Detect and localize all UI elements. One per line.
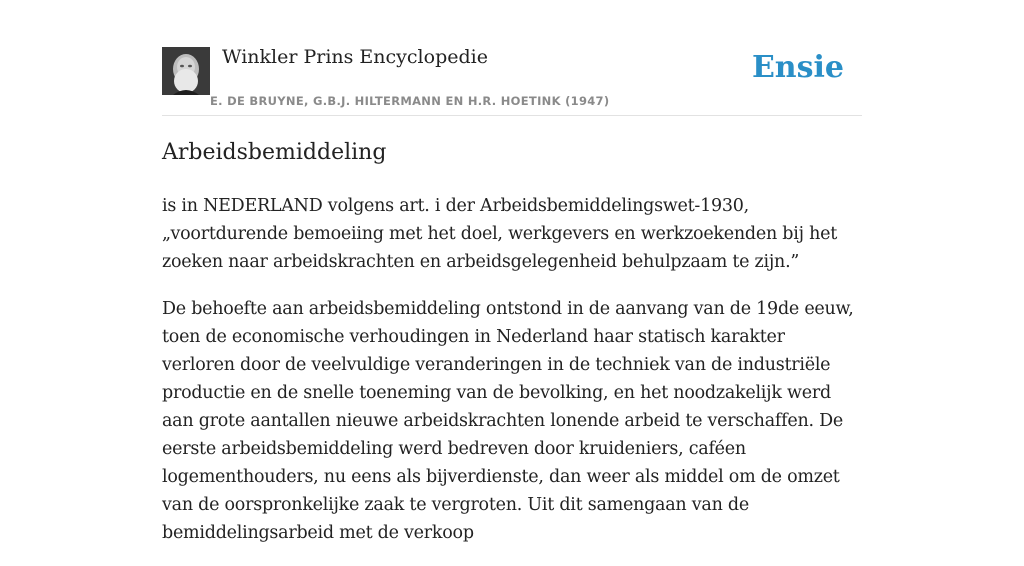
- portrait-image: [162, 47, 210, 95]
- article-body: [162, 192, 862, 566]
- publication-title[interactable]: Winkler Prins Encyclopedie: [222, 46, 488, 68]
- paragraph-2: De behoefte aan arbeidsbemiddeling ontstond in de aanvang van de 19de eeuw, toen de economische verhoudingen in Nederland haar statisch karakter verloren door de veelvuldige veranderingen in de techniek van de industriële productie en de snelle toeneming van de bevolking, en het noodzakelijk werd aan grote aantallen nieuwe arbeidskrachten lonende arbeid te verschaffen. De eerste arbeidsbemiddeling werd bedreven door kruideniers, caféen logementhouders, nu eens als bijverdienste, dan weer als middel om de omzet van de oorspronkelijke zaak te vergroten. Uit dit samengaan van de bemiddelingsarbeid met de verkoop: [162, 299, 854, 543]
- site-header: [162, 0, 862, 116]
- authors-line: E. DE BRUYNE, G.B.J. HILTERMANN EN H.R. HOETINK (1947): [210, 94, 610, 108]
- ensie-logo[interactable]: Ensie: [751, 50, 844, 85]
- article-title: Arbeidsbemiddeling: [162, 140, 387, 165]
- article-page: [162, 0, 862, 543]
- author-portrait[interactable]: [162, 47, 210, 95]
- paragraph-1: is in NEDERLAND volgens art. i der Arbeidsbemiddelingswet-1930, „voortdurende bemoeiing met het doel, werkgevers en werkzoekenden bij het zoeken naar arbeidskrachten en arbeidsgelegenheid behulpzaam te zijn.”: [162, 196, 838, 272]
